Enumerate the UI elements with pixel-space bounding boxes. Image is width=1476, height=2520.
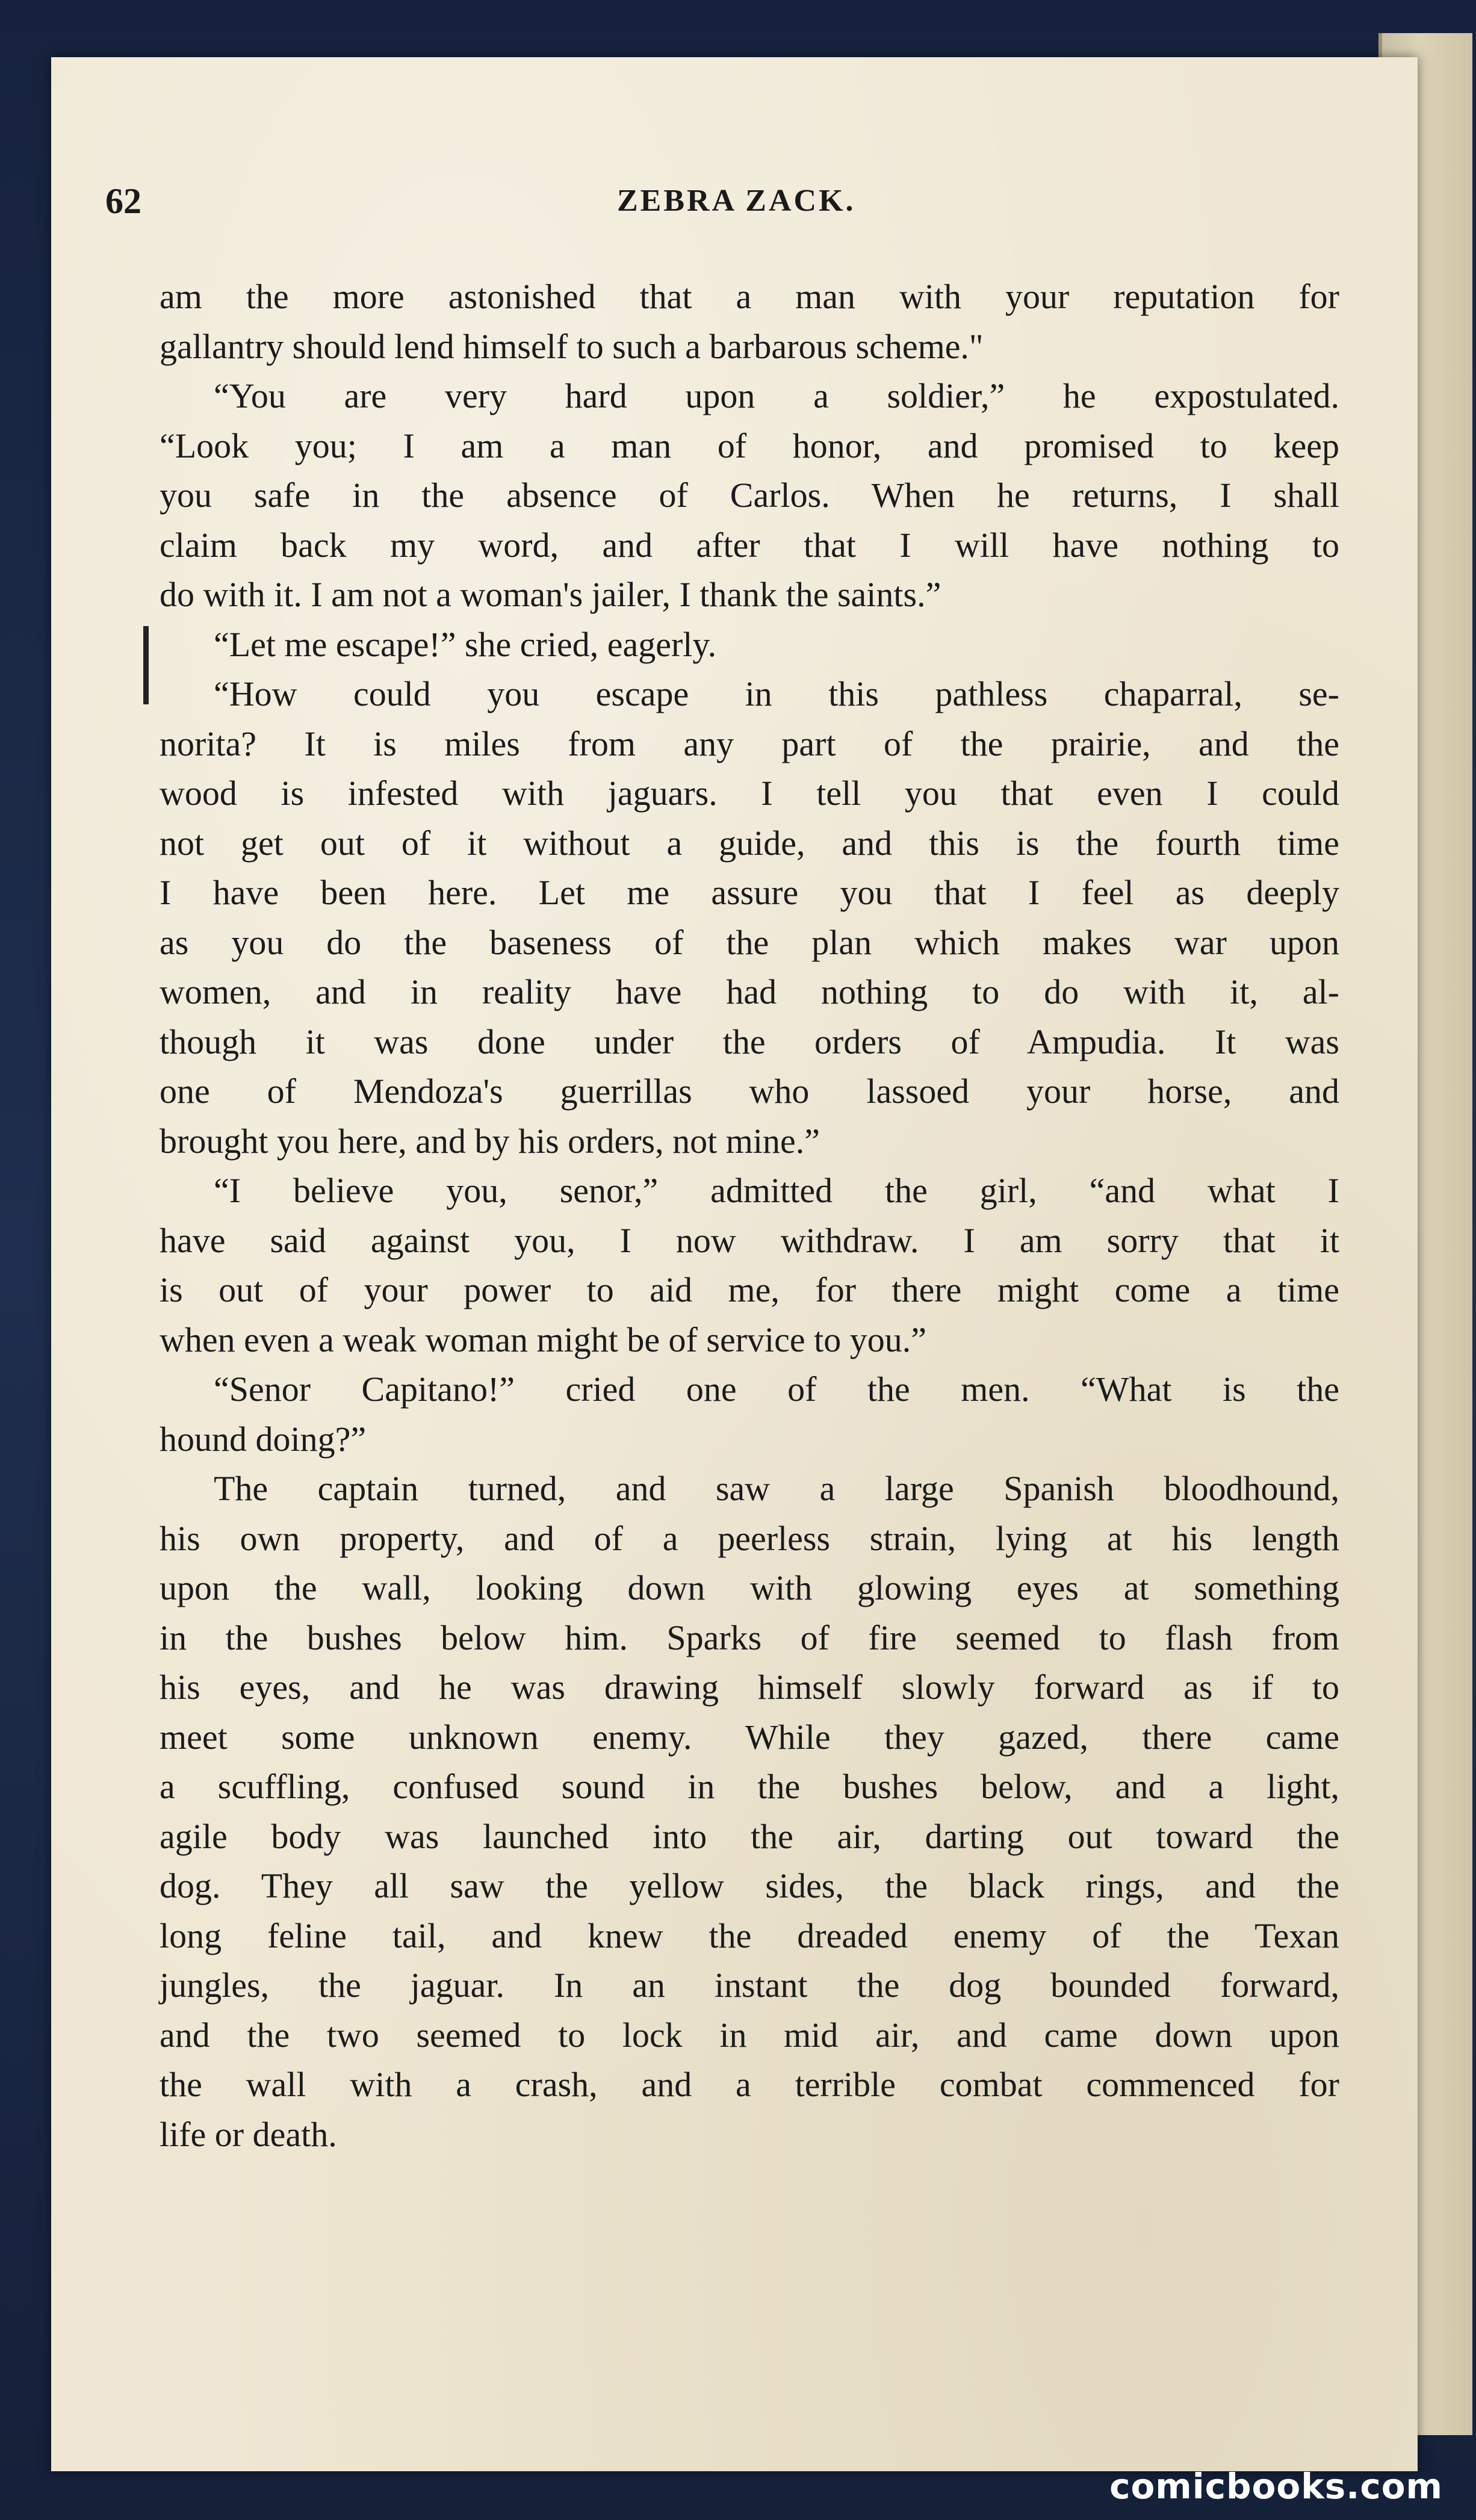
text-line: wood is infested with jaguars. I tell you that even I could [160,774,1339,813]
running-head: ZEBRA ZACK. [617,184,856,218]
text-line: the wall with a crash, and a terrible combat commenced for [160,2065,1339,2104]
text-line: have said against you, I now withdraw. I am sorry that it [160,1220,1339,1260]
text-line: his own property, and of a peerless strain, lying at his length [160,1518,1339,1558]
text-line: dog. They all saw the yellow sides, the black rings, and the [160,1866,1339,1905]
text-line: The captain turned, and saw a large Spanish bloodhound, [214,1469,1339,1508]
text-line: “You are very hard upon a soldier,” he expostulated. [214,376,1339,415]
text-line: brought you here, and by his orders, not mine.” [160,1121,820,1161]
body-text [160,272,1339,2159]
text-line: do with it. I am not a woman's jailer, I thank the saints.” [160,575,941,614]
text-line: his eyes, and he was drawing himself slowly forward as if to [160,1668,1339,1707]
text-line: upon the wall, looking down with glowing eyes at something [160,1568,1339,1607]
text-line: gallantry should lend himself to such a barbarous scheme." [160,326,984,366]
text-line: when even a weak woman might be of service to you.” [160,1320,926,1359]
text-line: hound doing?” [160,1419,367,1459]
text-line: agile body was launched into the air, darting out toward the [160,1816,1339,1856]
text-line: “Senor Capitano!” cried one of the men. “What is the [214,1370,1339,1409]
page-header [105,181,1369,229]
text-line: not get out of it without a guide, and this is the fourth time [160,823,1339,863]
text-line: “How could you escape in this pathless chaparral, se- [214,674,1339,713]
text-line: claim back my word, and after that I will have nothing to [160,525,1339,565]
text-line: in the bushes below him. Sparks of fire seemed to flash from [160,1618,1339,1657]
text-line: norita? It is miles from any part of the prairie, and the [160,724,1339,763]
text-line: women, and in reality have had nothing to do with it, al- [160,972,1339,1011]
text-line: “Let me escape!” she cried, eagerly. [214,624,717,664]
page-number: 62 [105,181,141,221]
text-line: you safe in the absence of Carlos. When he returns, I shall [160,476,1339,515]
site-watermark: comicbooks.com [1109,2466,1443,2507]
text-line: is out of your power to aid me, for there might come a time [160,1270,1339,1309]
text-line: and the two seemed to lock in mid air, and came down upon [160,2015,1339,2055]
text-line: as you do the baseness of the plan which makes war upon [160,922,1339,962]
text-line: “Look you; I am a man of honor, and promised to keep [160,426,1339,465]
margin-mark [143,626,149,704]
text-line: a scuffling, confused sound in the bushes below, and a light, [160,1767,1339,1806]
text-line: I have been here. Let me assure you that I feel as deeply [160,873,1339,912]
text-line: meet some unknown enemy. While they gazed, there came [160,1717,1339,1757]
text-line: life or death. [160,2114,337,2154]
text-line: am the more astonished that a man with your reputation for [160,277,1339,316]
text-line: one of Mendoza's guerrillas who lassoed your horse, and [160,1072,1339,1111]
text-line: though it was done under the orders of Ampudia. It was [160,1022,1339,1061]
text-line: long feline tail, and knew the dreaded enemy of the Texan [160,1916,1339,1955]
text-line: “I believe you, senor,” admitted the girl, “and what I [214,1171,1339,1210]
text-line: jungles, the jaguar. In an instant the dog bounded forward, [160,1966,1339,2005]
